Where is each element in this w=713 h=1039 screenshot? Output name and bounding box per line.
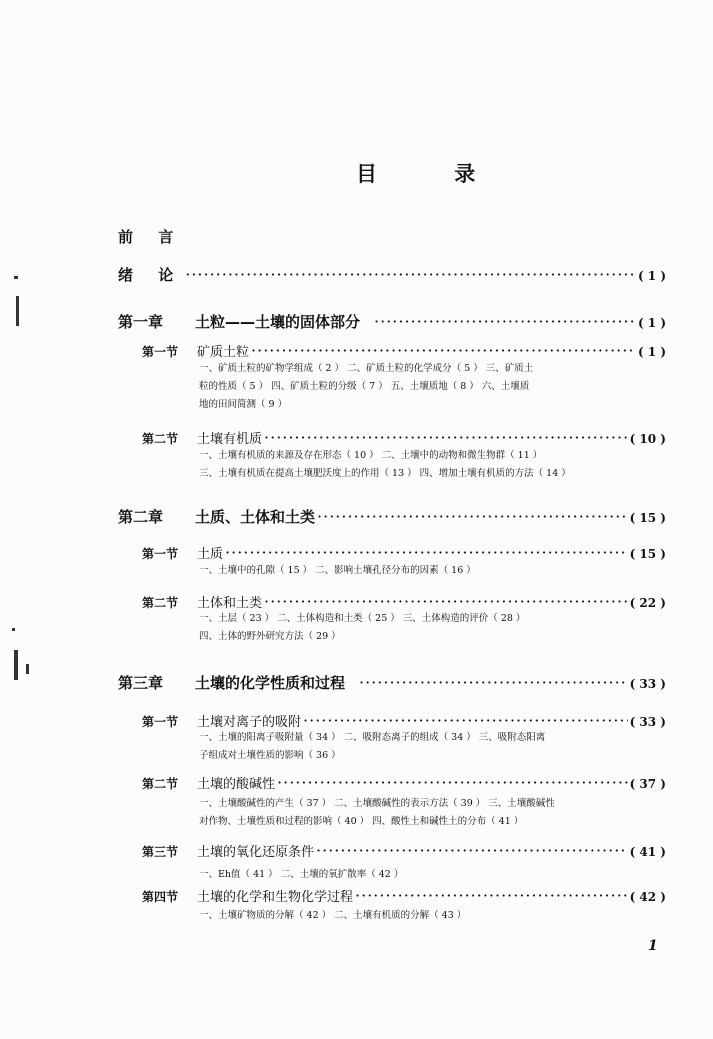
- subtopic-line: 三、土壤有机质在提高土壤肥沃度上的作用（ 13 ） 四、增加土壤有机质的方法（ 14 ）: [199, 468, 571, 479]
- section-page: ( 41 ): [629, 845, 666, 859]
- section-title: 矿质土粒: [197, 345, 250, 360]
- toc-entry-introduction[interactable]: [118, 264, 666, 285]
- section-title: 土壤对离子的吸附: [197, 715, 302, 730]
- section-title: 土质: [197, 547, 224, 562]
- section-label: 第一节: [142, 547, 179, 561]
- section-page: ( 1 ): [637, 345, 666, 359]
- entry-page: ( 1 ): [637, 269, 666, 283]
- subtopic-line: 一、土壤矿物质的分解（ 42 ） 二、土壤有机质的分解（ 43 ）: [199, 910, 467, 921]
- leader-dots: [185, 265, 636, 284]
- subtopic-line: 一、矿质土粒的矿物学组成（ 2 ） 二、矿质土粒的化学成分（ 5 ） 三、矿质土: [199, 363, 534, 374]
- section-label: 第二节: [142, 777, 179, 791]
- section-title: 土壤的酸碱性: [197, 777, 276, 792]
- subtopic-line: 一、Eh值（ 41 ） 二、土壤的氧扩散率（ 42 ）: [199, 869, 404, 880]
- toc-title: 目 录: [356, 162, 511, 186]
- section-title: 土壤有机质: [197, 432, 263, 447]
- leader-dots: [225, 543, 628, 562]
- toc-chapter-3[interactable]: [118, 672, 666, 693]
- scan-speck: [26, 664, 29, 674]
- section-label: 第一节: [142, 715, 179, 729]
- section-label: 第一节: [142, 345, 179, 359]
- subtopic-line: 子组成对土壤性质的影响（ 36 ）: [199, 750, 341, 761]
- section-subtopics: [199, 795, 659, 831]
- section-page: ( 10 ): [629, 432, 666, 446]
- toc-entry-preface[interactable]: [118, 226, 666, 247]
- section-label: 第二节: [142, 432, 179, 446]
- section-subtopics: [199, 729, 659, 765]
- section-label: 第三节: [142, 845, 179, 859]
- toc-chapter-2[interactable]: [118, 506, 666, 527]
- section-page: ( 22 ): [629, 596, 666, 610]
- leader-dots: [264, 592, 628, 611]
- section-subtopics: [199, 907, 659, 925]
- leader-dots: [374, 312, 636, 331]
- section-title: 土体和土类: [197, 596, 263, 611]
- subtopic-line: 粒的性质（ 5 ） 四、矿质土粒的分级（ 7 ） 五、土壤质地（ 8 ） 六、土壤质: [199, 381, 530, 392]
- chapter-title: 土粒——土壤的固体部分: [195, 313, 361, 331]
- subtopic-line: 一、土壤的阳离子吸附量（ 34 ） 二、吸附态离子的组成（ 34 ） 三、吸附态阳离: [199, 732, 546, 743]
- section-label: 第四节: [142, 890, 179, 904]
- section-title: 土壤的化学和生物化学过程: [197, 890, 354, 905]
- toc-section-1-2[interactable]: [142, 428, 666, 447]
- subtopic-line: 一、土壤酸碱性的产生（ 37 ） 二、土壤酸碱性的表示方法（ 39 ） 三、土壤酸碱性: [199, 798, 555, 809]
- section-page: ( 15 ): [629, 547, 666, 561]
- toc-section-3-1[interactable]: [142, 711, 666, 730]
- section-title: 土壤的氧化还原条件: [197, 845, 315, 860]
- leader-dots: [359, 673, 628, 692]
- section-page: ( 37 ): [629, 777, 666, 791]
- subtopic-line: 地的田间简测（ 9 ）: [199, 399, 288, 410]
- toc-section-3-3[interactable]: [142, 841, 666, 860]
- section-subtopics: [199, 447, 659, 483]
- leader-dots: [251, 341, 636, 360]
- section-subtopics: [199, 360, 659, 414]
- entry-label: 绪 论: [118, 266, 184, 284]
- scan-speck: [14, 650, 18, 680]
- section-label: 第二节: [142, 596, 179, 610]
- section-page: ( 33 ): [629, 715, 666, 729]
- toc-chapter-1[interactable]: [118, 311, 666, 332]
- toc-section-3-4[interactable]: [142, 886, 666, 905]
- chapter-label: 第一章: [118, 313, 164, 331]
- section-page: ( 42 ): [629, 890, 666, 904]
- entry-label: 前 言: [118, 228, 184, 246]
- chapter-label: 第三章: [118, 674, 164, 692]
- page-number: 1: [648, 938, 658, 954]
- toc-section-2-1[interactable]: [142, 543, 666, 562]
- subtopic-line: 一、土壤有机质的来源及存在形态（ 10 ） 二、土壤中的动物和微生物群（ 11 ）: [199, 450, 543, 461]
- toc-section-3-2[interactable]: [142, 773, 666, 792]
- subtopic-line: 对作物、土壤性质和过程的影响（ 40 ） 四、酸性土和碱性土的分布（ 41 ）: [199, 816, 524, 827]
- leader-dots: [264, 428, 628, 447]
- leader-dots: [317, 507, 628, 526]
- chapter-title: 土壤的化学性质和过程: [195, 674, 346, 692]
- subtopic-line: 一、土层（ 23 ） 二、土体构造和土类（ 25 ） 三、土体构造的评价（ 28 ）: [199, 613, 526, 624]
- scan-speck: [14, 276, 18, 279]
- subtopic-line: 四、土体的野外研究方法（ 29 ）: [199, 631, 341, 642]
- chapter-title: 土质、土体和土类: [195, 508, 316, 526]
- scan-speck: [16, 296, 19, 326]
- chapter-page: ( 15 ): [629, 511, 666, 525]
- scan-speck: [12, 628, 15, 631]
- section-subtopics: [199, 866, 659, 884]
- section-subtopics: [199, 610, 659, 646]
- leader-dots: [316, 841, 628, 860]
- chapter-label: 第二章: [118, 508, 164, 526]
- leader-dots: [277, 773, 628, 792]
- chapter-page: ( 33 ): [629, 677, 666, 691]
- chapter-page: ( 1 ): [637, 316, 666, 330]
- leader-dots: [303, 711, 628, 730]
- toc-section-1-1[interactable]: [142, 341, 666, 360]
- section-subtopics: [199, 562, 659, 580]
- subtopic-line: 一、土壤中的孔隙（ 15 ） 二、影响土壤孔径分布的因素（ 16 ）: [199, 565, 476, 576]
- leader-dots: [355, 886, 628, 905]
- toc-section-2-2[interactable]: [142, 592, 666, 611]
